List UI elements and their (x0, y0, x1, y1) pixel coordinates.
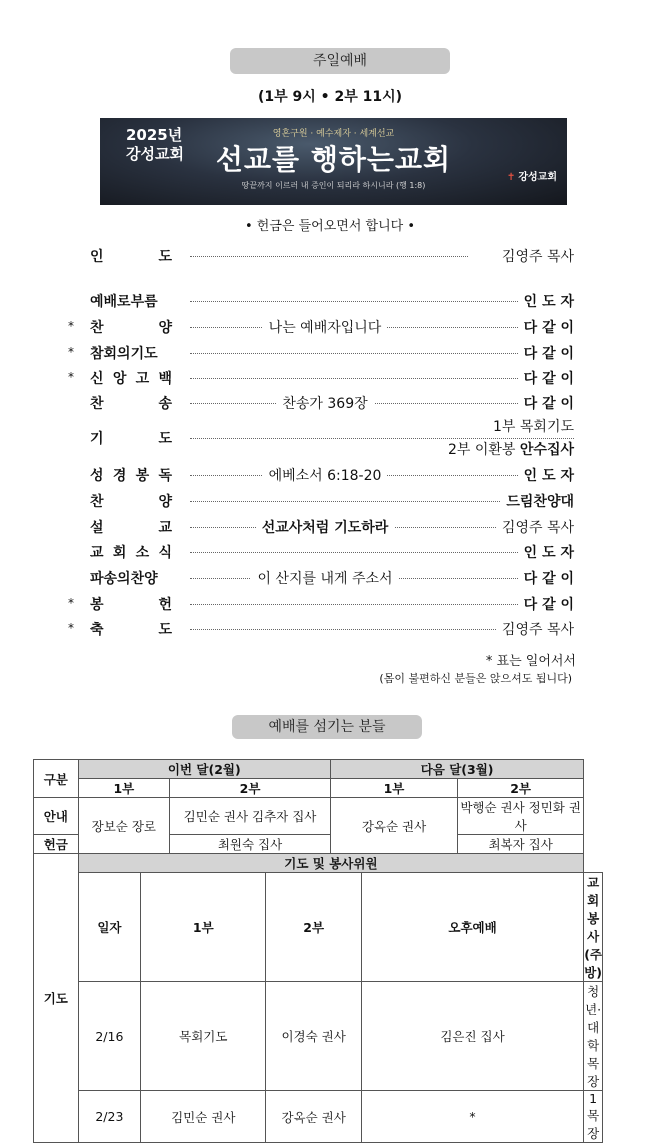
order-label: 참회의기도 (90, 346, 158, 362)
order-detail: 에베소서 6:18-20 (263, 468, 388, 484)
order-item (68, 419, 578, 458)
servers-table (33, 759, 603, 1143)
order-label: 찬 양 (90, 494, 172, 510)
banner-title: 선교를 행하는교회 (215, 143, 452, 176)
standing-note: * 표는 일어서서 (485, 654, 576, 669)
this-part1-person: 장보순 장로 (78, 798, 169, 854)
prayer-col-date: 일자 (78, 873, 141, 982)
cross-icon: ✝ (506, 172, 516, 183)
order-label: 파송의찬양 (90, 571, 158, 587)
prayer-col-afternoon: 오후예배 (361, 873, 583, 982)
banner-year: 2025년 강성교회 (126, 126, 184, 163)
prayer-header: 기도 및 봉사위원 (78, 854, 584, 873)
order-leader: 인 도 자 (518, 465, 574, 485)
prayer-cell: 김은진 집사 (361, 982, 583, 1091)
part-header: 1부 (330, 779, 457, 798)
order-leader: 다 같 이 (518, 393, 574, 413)
order-label: 찬 양 (90, 320, 172, 336)
order-detail-wrap (190, 465, 460, 485)
next-part1-person: 강옥순 권사 (330, 798, 457, 854)
servers-title: 예배를 섬기는 분들 (232, 715, 422, 739)
dot-leader (190, 552, 574, 553)
order-label: 예배로부름 (90, 294, 158, 310)
standing-mark: * (68, 345, 74, 359)
order-item (68, 594, 578, 614)
order-item (68, 619, 578, 639)
service-title: 주일예배 (230, 48, 450, 74)
part-header: 2부 (170, 779, 331, 798)
standing-mark: * (68, 596, 74, 610)
order-leader: 김영주 목사 (496, 517, 574, 537)
prayer-col-service: 교회봉사(주방) (584, 873, 603, 982)
order-detail-wrap (190, 393, 460, 413)
order-leader: 1부 목회기도 (487, 416, 574, 436)
prayer-cell: * (361, 1091, 583, 1143)
order-leader: 드림찬양대 (500, 491, 574, 511)
order-detail: 나는 예배자입니다 (263, 320, 388, 336)
guide-label: 안내 (34, 798, 79, 835)
this-part2-guide: 김민순 권사 김추자 집사 (170, 798, 331, 835)
this-month-header: 이번 달(2월) (78, 760, 330, 779)
order-label: 신 앙 고 백 (90, 371, 172, 387)
order-label: 인 도 (90, 249, 172, 265)
order-item (68, 465, 578, 485)
order-leader: 다 같 이 (518, 317, 574, 337)
standing-mark: * (68, 319, 74, 333)
standing-mark: * (68, 370, 74, 384)
prayer-cell: 이경숙 권사 (266, 982, 362, 1091)
next-part2-offering: 최복자 집사 (458, 835, 584, 854)
standing-mark: * (68, 621, 74, 635)
part-header: 1부 (78, 779, 169, 798)
order-detail: 찬송가 369장 (276, 396, 373, 412)
next-month-header: 다음 달(3월) (330, 760, 583, 779)
order-label: 성 경 봉 독 (90, 468, 172, 484)
order-leader: 다 같 이 (518, 343, 574, 363)
prayer-cell: 김민순 권사 (141, 1091, 266, 1143)
order-leader: 김영주 목사 (496, 619, 574, 639)
dot-leader (190, 378, 574, 379)
order-item (68, 368, 578, 388)
banner-subtitle: 영혼구원 · 예수제자 · 세계선교 (272, 129, 395, 139)
banner-verse: 땅끝까지 이르러 내 증인이 되리라 하시니라 (행 1:8) (241, 181, 426, 190)
prayer-col-p1: 1부 (141, 873, 266, 982)
next-part2-guide: 박행순 권사 정민화 권사 (458, 798, 584, 835)
order-label: 설 교 (90, 520, 172, 536)
order-label: 교 회 소 식 (90, 545, 172, 561)
order-detail: 이 산지를 내게 주소서 (251, 571, 398, 587)
order-item (68, 246, 578, 266)
seating-note: (몸이 불편하신 분들은 앉으셔도 됩니다) (379, 672, 572, 685)
order-detail: 선교사처럼 기도하라 (256, 520, 395, 536)
order-leader: 다 같 이 (518, 368, 574, 388)
prayer-cell: 1목장 (584, 1091, 603, 1143)
prayer-cell: 2/16 (78, 982, 141, 1091)
prayer-cell: 2/23 (78, 1091, 141, 1143)
dot-leader (190, 301, 574, 302)
order-detail-wrap (190, 517, 460, 537)
order-item (68, 517, 578, 537)
order-label: 찬 송 (90, 396, 172, 412)
dot-leader (190, 353, 574, 354)
order-leader: 김영주 목사 (496, 246, 574, 266)
col-label: 구분 (34, 760, 79, 798)
offering-note: • 헌금은 들어오면서 합니다 • (244, 219, 415, 234)
order-item (68, 291, 578, 311)
order-item (68, 343, 578, 363)
order-item (68, 317, 578, 337)
prayer-cell: 강옥순 권사 (266, 1091, 362, 1143)
church-logo: ✝ 강성교회 (506, 172, 557, 183)
order-leader: 인 도 자 (518, 542, 574, 562)
order-item (68, 491, 578, 511)
this-part2-offering: 최원숙 집사 (170, 835, 331, 854)
order-item (68, 393, 578, 413)
order-leader: 다 같 이 (518, 594, 574, 614)
leader-name: 2부 이환봉 (447, 442, 520, 458)
prayer-label: 기도 (34, 854, 79, 1143)
order-item (68, 542, 578, 562)
dot-leader (190, 604, 574, 605)
part-header: 2부 (458, 779, 584, 798)
order-leader (442, 439, 574, 459)
offering-label: 헌금 (34, 835, 79, 854)
dot-leader (190, 256, 468, 257)
prayer-col-p2: 2부 (266, 873, 362, 982)
order-detail-wrap (190, 317, 460, 337)
order-item (68, 568, 578, 588)
order-leader: 다 같 이 (518, 568, 574, 588)
order-leader: 인 도 자 (518, 291, 574, 311)
order-label: 봉 헌 (90, 597, 172, 613)
order-label: 기 도 (90, 431, 172, 447)
prayer-cell: 청년·대학목장 (584, 982, 603, 1091)
service-times: (1부 9시 • 2부 11시) (257, 89, 403, 105)
theme-banner (100, 118, 567, 205)
order-label: 축 도 (90, 622, 172, 638)
leader-title: 안수집사 (519, 442, 574, 458)
prayer-cell: 목회기도 (141, 982, 266, 1091)
order-detail-wrap (190, 568, 460, 588)
